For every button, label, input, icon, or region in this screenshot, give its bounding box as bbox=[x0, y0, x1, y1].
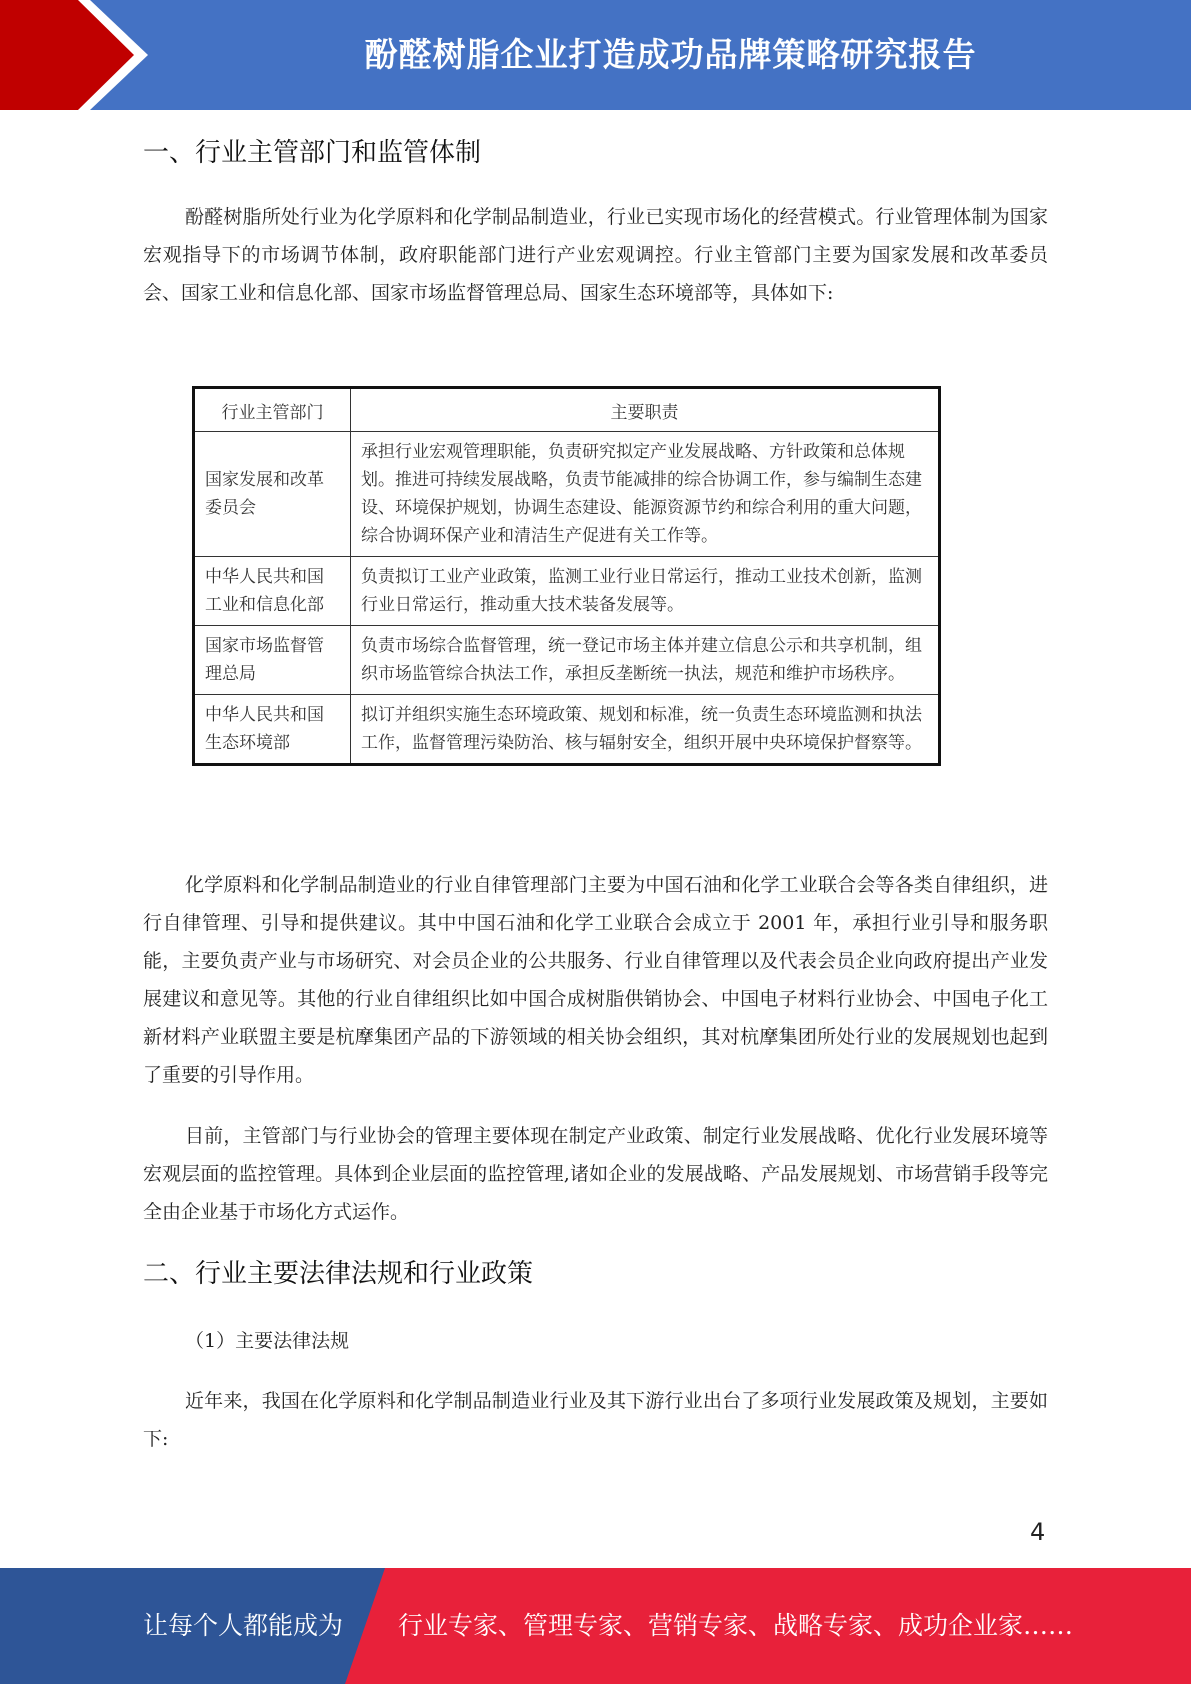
duty-cell: 负责市场综合监督管理，统一登记市场主体并建立信息公示和共享机制，组织市场监管综合执法工作，承担反垄断统一执法，规范和维护市场秩序。 bbox=[351, 626, 940, 695]
dept-cell: 国家发展和改革委员会 bbox=[194, 432, 351, 557]
page-footer bbox=[0, 1568, 1191, 1684]
col-header-dept: 行业主管部门 bbox=[194, 388, 351, 432]
footer-slogan-left: 让每个人都能成为 bbox=[143, 1611, 344, 1640]
table-header-row bbox=[194, 388, 940, 432]
page-header bbox=[0, 0, 1191, 110]
table-row bbox=[194, 432, 940, 557]
table-row bbox=[194, 695, 940, 765]
section1-para3: 目前，主管部门与行业协会的管理主要体现在制定产业政策、制定行业发展战略、优化行业发展环境等宏观层面的监控管理。具体到企业层面的监控管理,诸如企业的发展战略、产品发展规划、市场营销手段等完全由企业基于市场化方式运作。 bbox=[143, 1125, 1048, 1223]
section2-para: 近年来，我国在化学原料和化学制品制造业行业及其下游行业出台了多项行业发展政策及规划，主要如下: bbox=[143, 1390, 1048, 1450]
section2-heading: 二、行业主要法律法规和行业政策 bbox=[143, 1259, 534, 1289]
duty-cell: 拟订并组织实施生态环境政策、规划和标准，统一负责生态环境监测和执法工作，监督管理污染防治、核与辐射安全，组织开展中央环境保护督察等。 bbox=[351, 695, 940, 765]
duty-cell: 承担行业宏观管理职能，负责研究拟定产业发展战略、方针政策和总体规划。推进可持续发展战略，负责节能减排的综合协调工作，参与编制生态建设、环境保护规划，协调生态建设、能源资源节约和综合利用的重大问题，综合协调环保产业和清洁生产促进有关工作等。 bbox=[351, 432, 940, 557]
table-row bbox=[194, 557, 940, 626]
authority-table bbox=[192, 386, 941, 766]
dept-cell: 中华人民共和国工业和信息化部 bbox=[194, 557, 351, 626]
section2-subheading: （1）主要法律法规 bbox=[185, 1330, 350, 1352]
page-number: 4 bbox=[1030, 1518, 1046, 1546]
dept-cell: 国家市场监督管理总局 bbox=[194, 626, 351, 695]
section1-intro: 酚醛树脂所处行业为化学原料和化学制品制造业，行业已实现市场化的经营模式。行业管理体制为国家宏观指导下的市场调节体制，政府职能部门进行产业宏观调控。行业主管部门主要为国家发展和改革委员会、国家工业和信息化部、国家市场监督管理总局、国家生态环境部等，具体如下: bbox=[143, 206, 1048, 304]
col-header-duty: 主要职责 bbox=[351, 388, 940, 432]
report-title: 酚醛树脂企业打造成功品牌策略研究报告 bbox=[364, 35, 977, 74]
section1-para2: 化学原料和化学制品制造业的行业自律管理部门主要为中国石油和化学工业联合会等各类自律组织，进行自律管理、引导和提供建议。其中中国石油和化学工业联合会成立于 2001 年，承担行业引导和服务职能，主要负责产业与市场研究、对会员企业的公共服务、行业自律管理以及代表会员企业向政府提出产业发展建议和意见等。其他的行业自律组织比如中国合成树脂供销协会、中国电子材料行业协会、中国电子化工新材料产业联盟主要是杭摩集团产品的下游领域的相关协会组织，其对杭摩集团所处行业的发展规划也起到了重要的引导作用。 bbox=[143, 874, 1048, 1086]
dept-cell: 中华人民共和国生态环境部 bbox=[194, 695, 351, 765]
footer-slogan-right: 行业专家、管理专家、营销专家、战略专家、成功企业家…… bbox=[398, 1611, 1074, 1640]
table-row bbox=[194, 626, 940, 695]
section1-heading: 一、行业主管部门和监管体制 bbox=[143, 138, 482, 168]
duty-cell: 负责拟订工业产业政策，监测工业行业日常运行，推动工业技术创新，监测行业日常运行，推动重大技术装备发展等。 bbox=[351, 557, 940, 626]
